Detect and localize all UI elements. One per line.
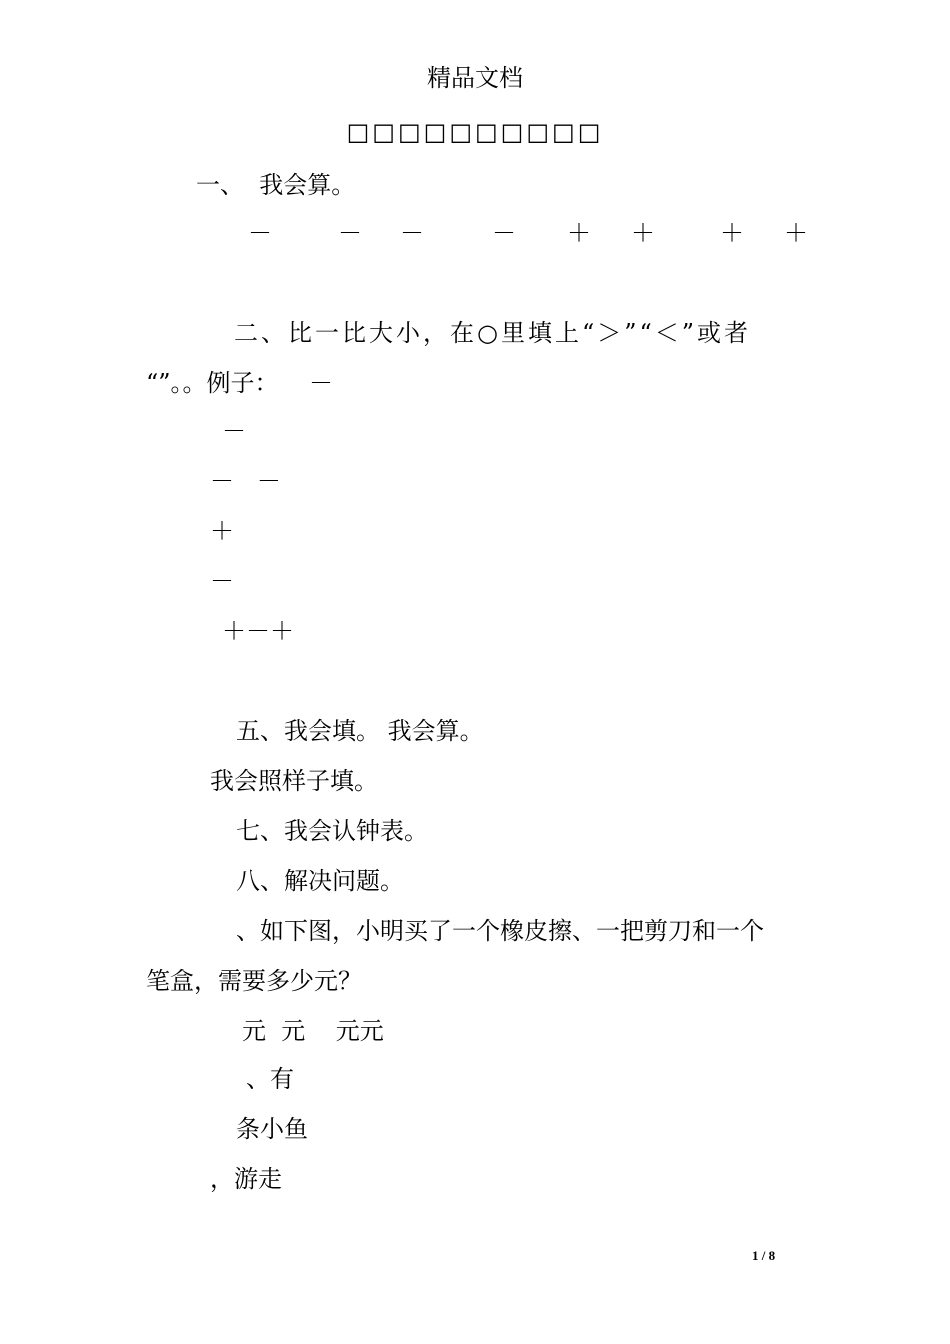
section5-subheading: 我会照样子填。 — [210, 767, 378, 795]
operator-8: ＋ — [784, 219, 808, 247]
question1-prices: 元 元 元元 — [242, 1017, 384, 1045]
section2-row-5: ＋－＋ — [222, 617, 294, 645]
operator-4: － — [492, 219, 516, 247]
section2-row-2: － － — [210, 467, 281, 495]
question2-part2: 条小鱼 — [236, 1115, 308, 1143]
section7-heading: 七、我会认钟表。 — [236, 817, 428, 845]
operator-5: ＋ — [567, 219, 591, 247]
section2-line1: 二、比一比大小，在○里填上“＞”“＜”或者 — [234, 319, 752, 347]
page-number: 1 / 8 — [752, 1248, 776, 1263]
operator-1: － — [248, 219, 272, 247]
doc-title: □□□□□□□□□□ — [346, 118, 604, 146]
section8-heading: 八、解决问题。 — [236, 867, 404, 895]
operator-6: ＋ — [631, 219, 655, 247]
question2-part3: ，游走 — [210, 1165, 282, 1193]
section2-row-3: ＋ — [210, 517, 234, 545]
section2-row-1: － — [222, 417, 246, 445]
operator-7: ＋ — [720, 219, 744, 247]
question1-line1: 、如下图，小明买了一个橡皮擦、一把剪刀和一个 — [236, 917, 764, 945]
doc-header: 精品文档 — [427, 64, 523, 92]
operator-2: － — [338, 219, 362, 247]
section1-heading: 一、 我会算。 — [196, 171, 356, 199]
operator-3: － — [400, 219, 424, 247]
section5-heading: 五、我会填。 我会算。 — [236, 717, 484, 745]
question2-part1: 、有 — [246, 1065, 294, 1093]
section2-line2: “”。。例子： － — [146, 369, 334, 397]
section2-row-4: － — [210, 567, 234, 595]
question1-line2: 笔盒，需要多少元？ — [146, 967, 362, 995]
